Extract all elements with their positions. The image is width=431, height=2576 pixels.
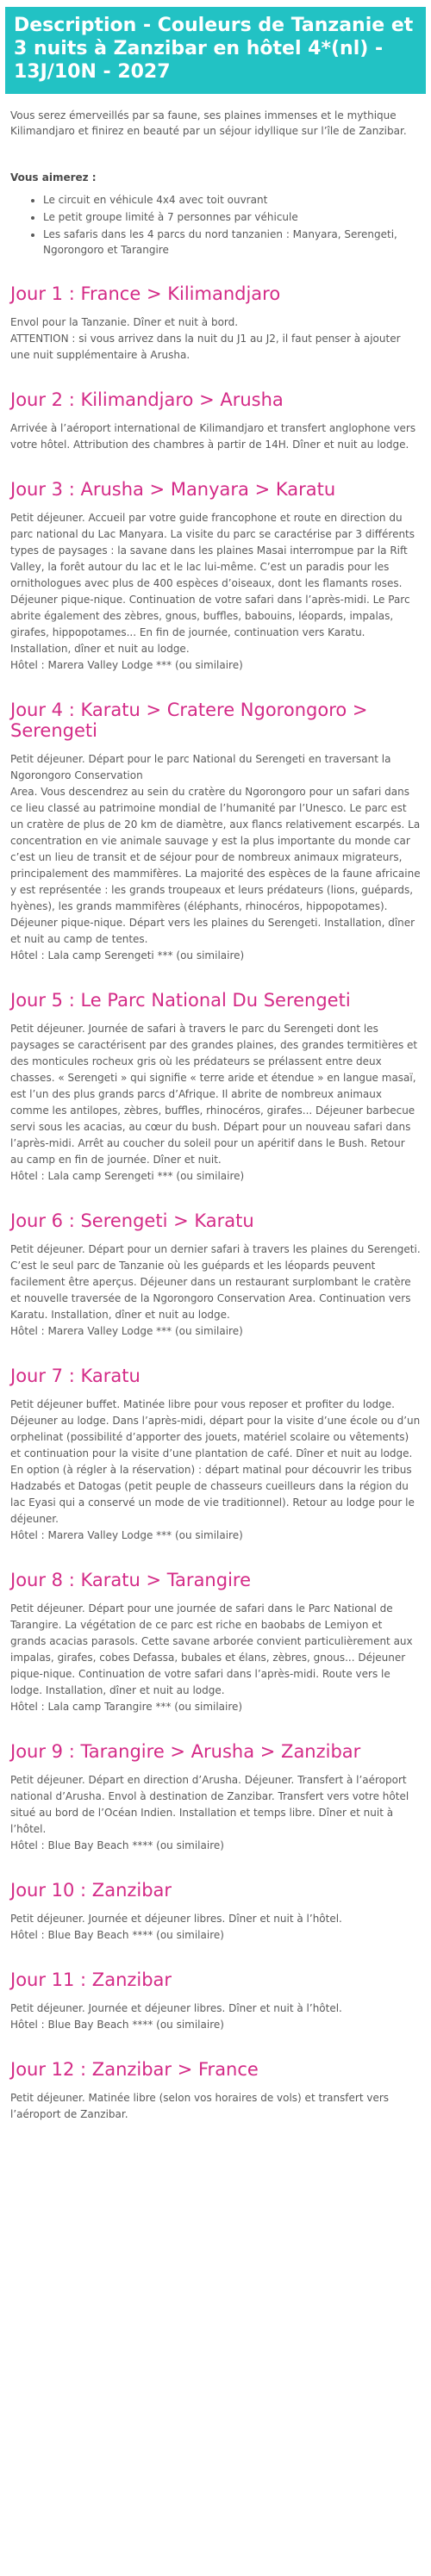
day-description: Petit déjeuner. Accueil par votre guide francophone et route en direction du parc national du Lac Manyara. La visite du parc se caractérise par 3 différents types de paysages : la savane dans les plaines Masai interrompue par la Rift Valley, la forêt autour du lac et le lac lui-même. C’est un paradis pour les ornithologues avec plus de 400 espèces d’oiseaux, dont les flamants roses. Déjeuner pique-nique. Continuation de votre safari dans l’après-midi. Le Parc abrite également des zèbres, gnous, buffles, babouins, léopards, impalas, girafes, hippopotames... En fin de journée, continuation vers Karatu. Installation, dîner et nuit au lodge. Hôtel : Marera Valley Lodge *** (ou similaire): [10, 512, 415, 671]
day-section-10: [10, 1880, 421, 1944]
day-description: Petit déjeuner. Départ pour une journée de safari dans le Parc National de Tarangire. La végétation de ce parc est riche en baobabs de Lemiyon et grands acacias parasols. Cette savane arborée convient particulièrement aux impalas, girafes, cobes Defassa, bubales et élans, zèbres, gnous... Déjeuner pique-nique. Continuation de votre safari dans l’après-midi. Route vers le lodge. Installation, dîner et nuit au lodge. Hôtel : Lala camp Tarangire *** (ou similaire): [10, 1602, 413, 1713]
day-section-2: [10, 389, 421, 453]
highlight-item: • Les safaris dans les 4 parcs du nord tanzanien : Manyara, Serengeti, Ngorongoro et Tarangire: [43, 227, 421, 258]
day-description: Petit déjeuner. Départ pour le parc National du Serengeti en traversant la Ngorongoro Conservation Area. Vous descendrez au sein du cratère du Ngorongoro pour un safari dans ce lieu classé au patrimoine mondial de l’humanité par l’Unesco. Le parc est un cratère de plus de 20 km de diamètre, aux flancs relativement escarpés. La concentration en vie animale sauvage y est la plus importante du monde car c’est un lieu de transit et de séjour pour de nombreux animaux migrateurs, principalement des mammifères. La majorité des espèces de la faune africaine y est représentée : les grands troupeaux et leurs prédateurs (lions, guépards, hyènes), les grands mammifères (éléphants, rhinocéros, hippopotames). Déjeuner pique-nique. Départ vers les plaines du Serengeti. Installation, dîner et nuit au camp de tentes. Hôtel : Lala camp Serengeti *** (ou similaire): [10, 753, 421, 961]
day-title: Jour 11 : Zanzibar: [10, 1969, 172, 1990]
day-title: Jour 5 : Le Parc National Du Serengeti: [10, 990, 351, 1011]
day-title: Jour 4 : Karatu > Cratere Ngorongoro > Serengeti: [10, 700, 368, 741]
day-title: Jour 6 : Serengeti > Karatu: [10, 1210, 254, 1231]
day-title: Jour 9 : Tarangire > Arusha > Zanzibar: [10, 1741, 361, 1762]
day-title: Jour 7 : Karatu: [10, 1366, 141, 1386]
day-description: Petit déjeuner. Départ pour un dernier safari à travers les plaines du Serengeti. C’est le seul parc de Tanzanie où les guépards et les léopards peuvent facilement être aperçus. Déjeuner dans un restaurant surplombant le cratère et nouvelle traversée de la Ngorongoro Conservation Area. Continuation vers Karatu. Installation, dîner et nuit au lodge. Hôtel : Marera Valley Lodge *** (ou similaire): [10, 1243, 421, 1337]
highlight-item: • Le circuit en véhicule 4x4 avec toit ouvrant: [43, 192, 421, 208]
day-section-7: [10, 1366, 421, 1544]
day-title: Jour 8 : Karatu > Tarangire: [10, 1570, 251, 1590]
highlights-title: Vous aimerez :: [10, 171, 97, 184]
title-banner: [5, 7, 426, 94]
day-description: Envol pour la Tanzanie. Dîner et nuit à bord. ATTENTION : si vous arrivez dans la nuit du J1 au J2, il faut penser à ajouter une nuit supplémentaire à Arusha.: [10, 316, 401, 361]
day-section-12: [10, 2059, 421, 2123]
page-title: Description - Couleurs de Tanzanie et 3 nuits à Zanzibar en hôtel 4*(nl) - 13J/10N - 2027: [14, 15, 414, 83]
page: [0, 7, 431, 2144]
intro-text: Vous serez émerveillés par sa faune, ses plaines immenses et le mythique Kilimandjaro et finirez en beauté par un séjour idyllique sur l’île de Zanzibar.: [10, 109, 407, 137]
day-title: Jour 10 : Zanzibar: [10, 1880, 172, 1901]
day-description: Petit déjeuner. Matinée libre (selon vos horaires de vols) et transfert vers l’aéroport de Zanzibar.: [10, 2092, 390, 2120]
day-section-11: [10, 1969, 421, 2033]
day-title: Jour 3 : Arusha > Manyara > Karatu: [10, 479, 336, 500]
day-title: Jour 12 : Zanzibar > France: [10, 2059, 259, 2080]
description-content: [0, 108, 431, 2144]
day-section-1: [10, 283, 421, 364]
highlights-list: [10, 192, 421, 258]
day-description: Arrivée à l’aéroport international de Kilimandjaro et transfert anglophone vers votre hôtel. Attribution des chambres à partir de 14H. Dîner et nuit au lodge.: [10, 422, 416, 451]
day-section-9: [10, 1741, 421, 1854]
day-section-8: [10, 1570, 421, 1715]
day-description: Petit déjeuner buffet. Matinée libre pour vous reposer et profiter du lodge. Déjeuner au lodge. Dans l’après-midi, départ pour la visite d’une école ou d’un orphelinat (possibilité d’apporter des jouets, matériel scolaire ou vêtements) et continuation pour la visite d’une plantation de café. Dîner et nuit au lodge. En option (à régler à la réservation) : départ matinal pour découvrir les tribus Hadzabés et Datogas (petit peuple de chasseurs cueilleurs dans la région du lac Eyasi qui a conservé un mode de vie traditionnel). Retour au lodge pour le déjeuner. Hôtel : Marera Valley Lodge *** (ou similaire): [10, 1398, 421, 1541]
day-title: Jour 2 : Kilimandjaro > Arusha: [10, 389, 284, 410]
day-section-6: [10, 1210, 421, 1340]
highlight-item: • Le petit groupe limité à 7 personnes par véhicule: [43, 209, 421, 225]
day-section-4: [10, 700, 421, 964]
day-description: Petit déjeuner. Journée et déjeuner libres. Dîner et nuit à l’hôtel. Hôtel : Blue Bay Beach **** (ou similaire): [10, 1913, 342, 1941]
day-section-5: [10, 990, 421, 1185]
day-description: Petit déjeuner. Journée et déjeuner libres. Dîner et nuit à l’hôtel. Hôtel : Blue Bay Beach **** (ou similaire): [10, 2002, 342, 2031]
day-title: Jour 1 : France > Kilimandjaro: [10, 283, 281, 304]
day-section-3: [10, 479, 421, 674]
day-description: Petit déjeuner. Départ en direction d’Arusha. Déjeuner. Transfert à l’aéroport national d’Arusha. Envol à destination de Zanzibar. Transfert vers votre hôtel situé au bord de l’Océan Indien. Installation et temps libre. Dîner et nuit à l’hôtel. Hôtel : Blue Bay Beach **** (ou similaire): [10, 1774, 409, 1851]
day-description: Petit déjeuner. Journée de safari à travers le parc du Serengeti dont les paysages se caractérisent par des grandes plaines, des grandes termitières et des monticules rocheux gris où les prédateurs se prélassent entre deux chasses. « Serengeti » qui signifie « terre aride et étendue » en langue masaï, est l’un des plus grands parcs d’Afrique. Il abrite de nombreux animaux comme les antilopes, zèbres, buffles, rhinocéros, girafes... Déjeuner barbecue servi sous les acacias, au cœur du bush. Départ pour un nouveau safari dans l’après-midi. Arrêt au coucher du soleil pour un apéritif dans le Bush. Retour au camp en fin de journée. Dîner et nuit. Hôtel : Lala camp Serengeti *** (ou similaire): [10, 1023, 418, 1182]
